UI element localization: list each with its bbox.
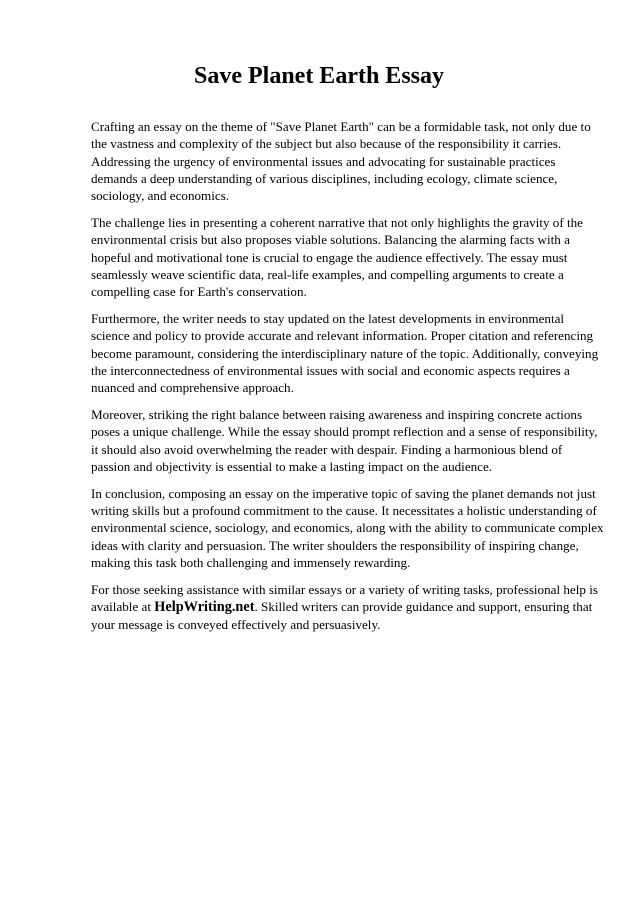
text-line: Crafting an essay on the theme of "Save Planet Earth" can be a formidable task, not only due to [91,119,591,134]
text-line: science and policy to provide accurate and relevant information. Proper citation and referencing [91,328,594,344]
text-line: In conclusion, composing an essay on the imperative topic of saving the planet demands not just [91,485,596,501]
text-line: The challenge lies in presenting a coherent narrative that not only highlights the gravity of the [91,214,583,230]
text-fragment: available at [91,598,155,614]
text-line: making this task both challenging and immensely rewarding. [91,554,411,570]
text-line: compelling case for Earth's conservation. [91,284,307,300]
text-line: Furthermore, the writer needs to stay updated on the latest developments in environmental [91,310,565,326]
text-fragment: . Skilled writers can provide guidance and support, ensuring that [254,598,593,614]
text-line: it should also avoid overwhelming the reader with despair. Finding a harmonious blend of [91,441,563,457]
paragraph-4 [91,406,603,475]
text-line: passion and objectivity is essential to make a lasting impact on the audience. [91,458,493,474]
page-title: Save Planet Earth Essay [193,63,444,89]
text-line: demands a deep understanding of various disciplines, including ecology, climate science, [91,170,558,186]
helpwriting-link[interactable]: HelpWriting.net [154,598,255,615]
text-line: seamlessly weave scientific data, real-life examples, and compelling arguments to create a [91,266,564,282]
paragraph-5 [91,485,603,571]
paragraph-6 [91,581,603,634]
text-line: your message is conveyed effectively and persuasively. [91,617,381,633]
text-line: writing skills but a profound commitment to the cause. It necessitates a holistic understanding of [91,502,597,518]
text-line: become paramount, considering the interdisciplinary nature of the topic. Additionally, conveying [91,345,599,361]
paragraph-2 [91,214,603,300]
text-line: Addressing the urgency of environmental issues and advocating for sustainable practices [91,153,556,169]
text-line: ideas with clarity and persuasion. The writer shoulders the responsibility of inspiring change, [91,537,579,553]
text-line: sociology, and economics. [91,188,230,204]
text-line: the interconnectedness of environmental issues with social and economic aspects requires a [91,362,570,378]
text-line: For those seeking assistance with similar essays or a variety of writing tasks, professional help is [91,581,598,597]
text-line: nuanced and comprehensive approach. [91,380,294,396]
paragraph-3 [91,310,603,396]
text-line: environmental science, sociology, and economics, along with the ability to communicate complex [91,520,604,536]
text-line: hopeful and motivational tone is crucial to engage the audience effectively. The essay must [91,249,568,265]
paragraph-1 [91,118,603,204]
text-line: Moreover, striking the right balance between raising awareness and inspiring concrete actions [91,406,583,422]
text-line: environmental crisis but also proposes viable solutions. Balancing the alarming facts with a [91,232,570,248]
essay-body [91,118,603,643]
text-line: the vastness and complexity of the subject but also because of the responsibility it carries. [91,136,562,152]
text-line: poses a unique challenge. While the essay should prompt reflection and a sense of responsibility, [91,424,598,440]
text-line-with-link [91,598,603,616]
